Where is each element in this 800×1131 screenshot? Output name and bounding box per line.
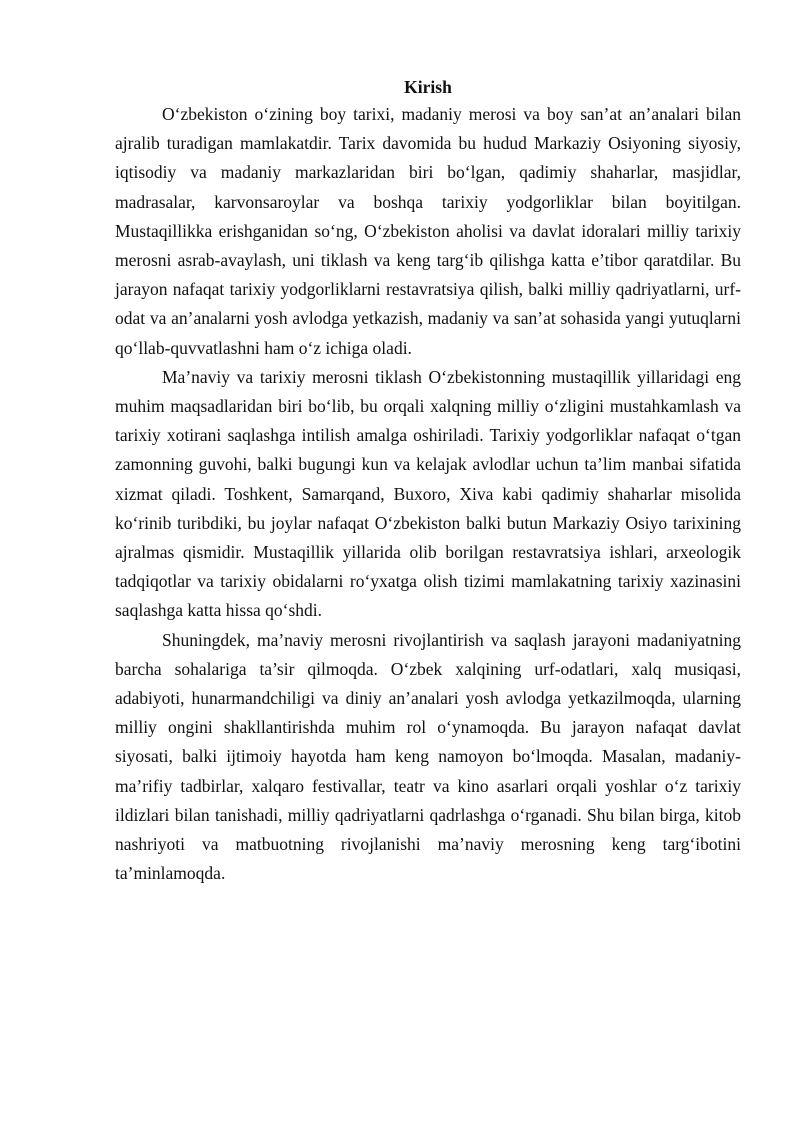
paragraph-1: O‘zbekiston o‘zining boy tarixi, madaniy merosi va boy san’at an’analari bilan ajralib turadigan mamlakatdir. Tarix davomida bu hudud Markaziy Osiyoning siyosiy, iqtisodiy va madaniy markazlaridan biri bo‘lgan, qadimiy shaharlar, masjidlar, madrasalar, karvonsaroylar va boshqa tarixiy yodgorliklar bilan boyitilgan. Mustaqillikka erishganidan so‘ng, O‘zbekiston aholisi va davlat idoralari milliy tarixiy merosni asrab-avaylash, uni tiklash va keng targ‘ib qilishga katta e’tibor qaratdilar. Bu jarayon nafaqat tarixiy yodgorliklarni restavratsiya qilish, balki milliy qadriyatlarni, urf-odat va an’analarni yosh avlodga yetkazish, madaniy va san’at sohasida yangi yutuqlarni qo‘llab-quvvatlashni ham o‘z ichiga oladi. [115, 104, 741, 358]
paragraph-2: Ma’naviy va tarixiy merosni tiklash O‘zbekistonning mustaqillik yillaridagi eng muhim maqsadlaridan biri bo‘lib, bu orqali xalqning milliy o‘zligini mustahkamlash va tarixiy xotirani saqlashga intilish amalga oshiriladi. Tarixiy yodgorliklar nafaqat o‘tgan zamonning guvohi, balki bugungi kun va kelajak avlodlar uchun ta’lim manbai sifatida xizmat qiladi. Toshkent, Samarqand, Buxoro, Xiva kabi qadimiy shaharlar misolida ko‘rinib turibdiki, bu joylar nafaqat O‘zbekiston balki butun Markaziy Osiyo tarixining ajralmas qismidir. Mustaqillik yillarida olib borilgan restavratsiya ishlari, arxeologik tadqiqotlar va tarixiy obidalarni ro‘yxatga olish tizimi mamlakatning tarixiy xazinasini saqlashga katta hissa qo‘shdi. [115, 366, 741, 621]
section-heading: Kirish [404, 77, 452, 97]
paragraph-3: Shuningdek, ma’naviy merosni rivojlantirish va saqlash jarayoni madaniyatning barcha sohalariga ta’sir qilmoqda. O‘zbek xalqining urf-odatlari, xalq musiqasi, adabiyoti, hunarmandchiligi va diniy an’analari yosh avlodga yetkazilmoqda, ularning milliy ongini shakllantirishda muhim rol o‘ynamoqda. Bu jarayon nafaqat davlat siyosati, balki ijtimoiy hayotda ham keng namoyon bo‘lmoqda. Masalan, madaniy-ma’rifiy tadbirlar, xalqaro festivallar, teatr va kino asarlari orqali yoshlar o‘z tarixiy ildizlari bilan tanishadi, milliy qadriyatlarni qadrlashga o‘rganadi. Shu bilan birga, kitob nashriyoti va matbuotning rivojlanishi ma’naviy merosning keng targ‘ibotini ta’minlamoqda. [115, 629, 741, 884]
document-page [115, 74, 741, 888]
